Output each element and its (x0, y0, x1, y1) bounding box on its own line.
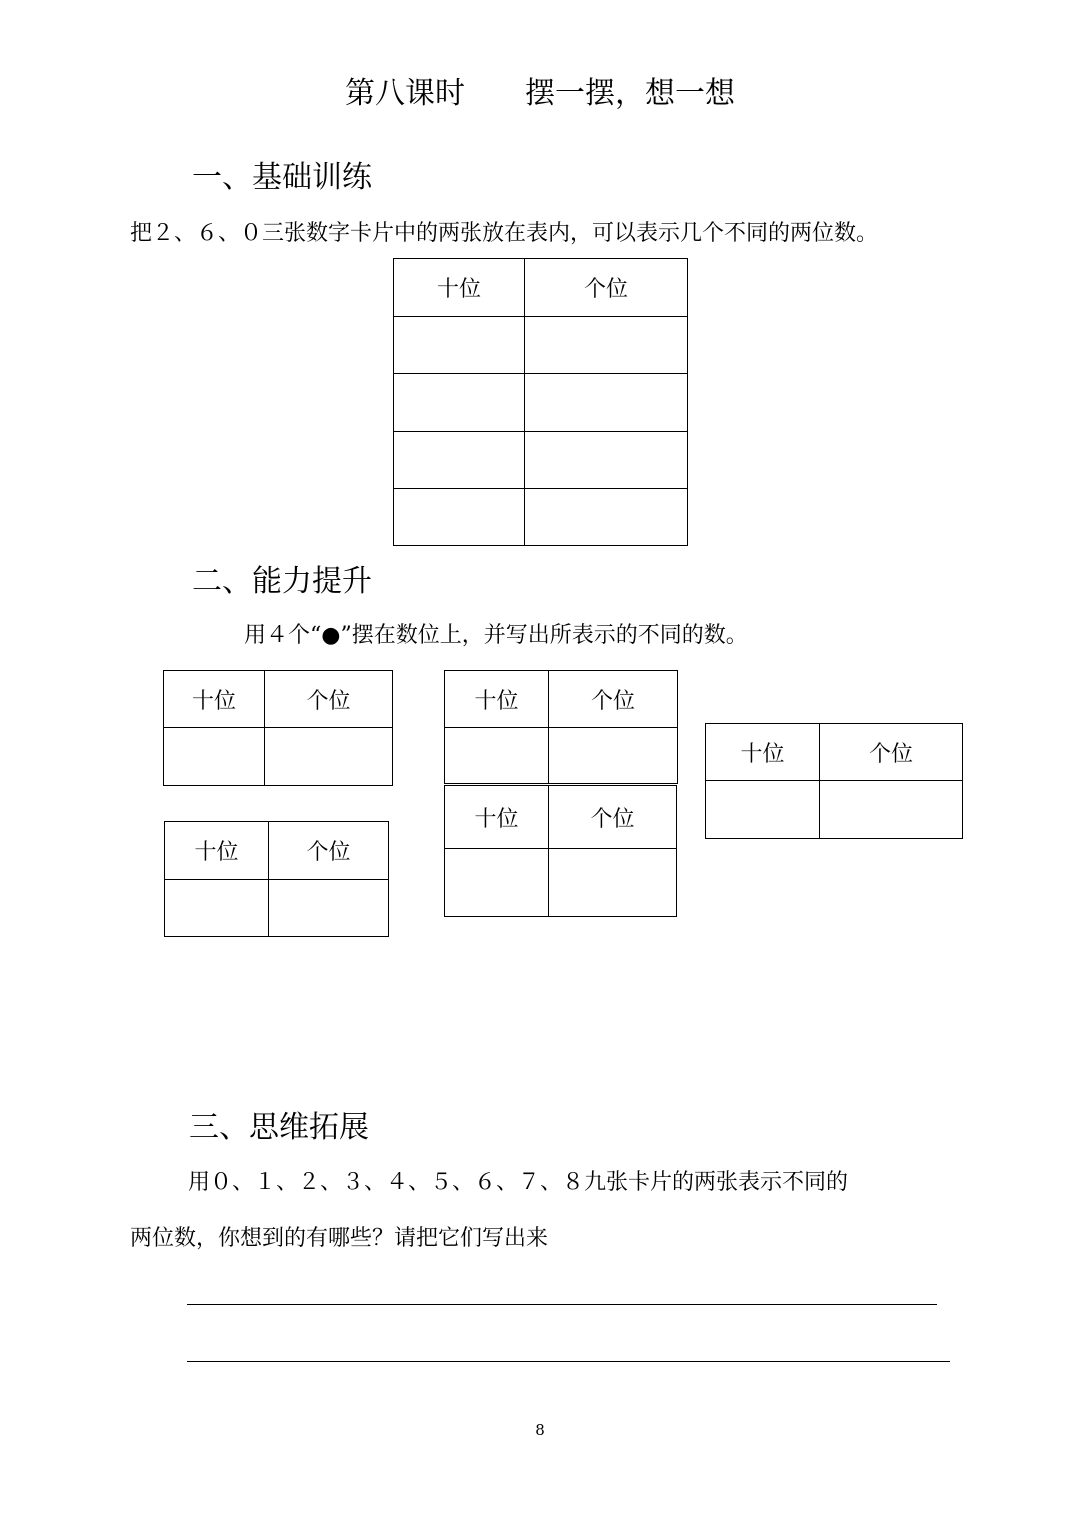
tens-header: 十位 (445, 786, 549, 849)
answer-line[interactable] (187, 1304, 937, 1305)
section1-heading: 一、基础训练 (192, 160, 372, 195)
tens-header: 十位 (165, 822, 269, 880)
title-topic: 摆一摆，想一想 (525, 76, 735, 111)
section3-question-line1: 用０、１、２、３、４、５、６、７、８九张卡片的两张表示不同的 (188, 1170, 849, 1195)
ones-header: 个位 (549, 786, 677, 849)
tens-header: 十位 (394, 259, 525, 317)
answer-cell[interactable] (164, 728, 265, 786)
section3-heading: 三、思维拓展 (189, 1110, 369, 1145)
answer-cell[interactable] (549, 849, 677, 917)
tens-header: 十位 (706, 724, 820, 781)
section1-question: 把２、６、０三张数字卡片中的两张放在表内，可以表示几个不同的两位数。 (130, 221, 879, 246)
section3-question-line2: 两位数，你想到的有哪些？请把它们写出来 (130, 1226, 549, 1251)
answer-cell[interactable] (445, 849, 549, 917)
answer-cell[interactable] (394, 489, 525, 546)
place-value-table-2 (164, 821, 389, 937)
place-value-table-4 (444, 785, 677, 917)
answer-cell[interactable] (269, 880, 389, 937)
answer-cell[interactable] (445, 728, 549, 784)
section2-question: 用４个“●”摆在数位上，并写出所表示的不同的数。 (244, 623, 748, 648)
answer-cell[interactable] (525, 489, 688, 546)
answer-cell[interactable] (525, 432, 688, 489)
answer-line[interactable] (187, 1361, 950, 1362)
answer-cell[interactable] (820, 781, 963, 839)
answer-cell[interactable] (525, 374, 688, 432)
answer-cell[interactable] (549, 728, 678, 784)
section1-table (393, 258, 688, 546)
answer-cell[interactable] (165, 880, 269, 937)
answer-cell[interactable] (265, 728, 393, 786)
title-lesson: 第八课时 (345, 76, 465, 111)
answer-cell[interactable] (525, 317, 688, 374)
page-number: 8 (535, 1421, 545, 1439)
answer-cell[interactable] (394, 317, 525, 374)
place-value-table-3 (444, 670, 678, 784)
ones-header: 个位 (549, 671, 678, 728)
place-value-table-5 (705, 723, 963, 839)
place-value-table-1 (163, 670, 393, 786)
ones-header: 个位 (820, 724, 963, 781)
answer-cell[interactable] (394, 374, 525, 432)
tens-header: 十位 (445, 671, 549, 728)
tens-header: 十位 (164, 671, 265, 728)
ones-header: 个位 (525, 259, 688, 317)
ones-header: 个位 (269, 822, 389, 880)
answer-cell[interactable] (394, 432, 525, 489)
section2-heading: 二、能力提升 (192, 564, 372, 599)
ones-header: 个位 (265, 671, 393, 728)
answer-cell[interactable] (706, 781, 820, 839)
page-title (0, 68, 1080, 112)
